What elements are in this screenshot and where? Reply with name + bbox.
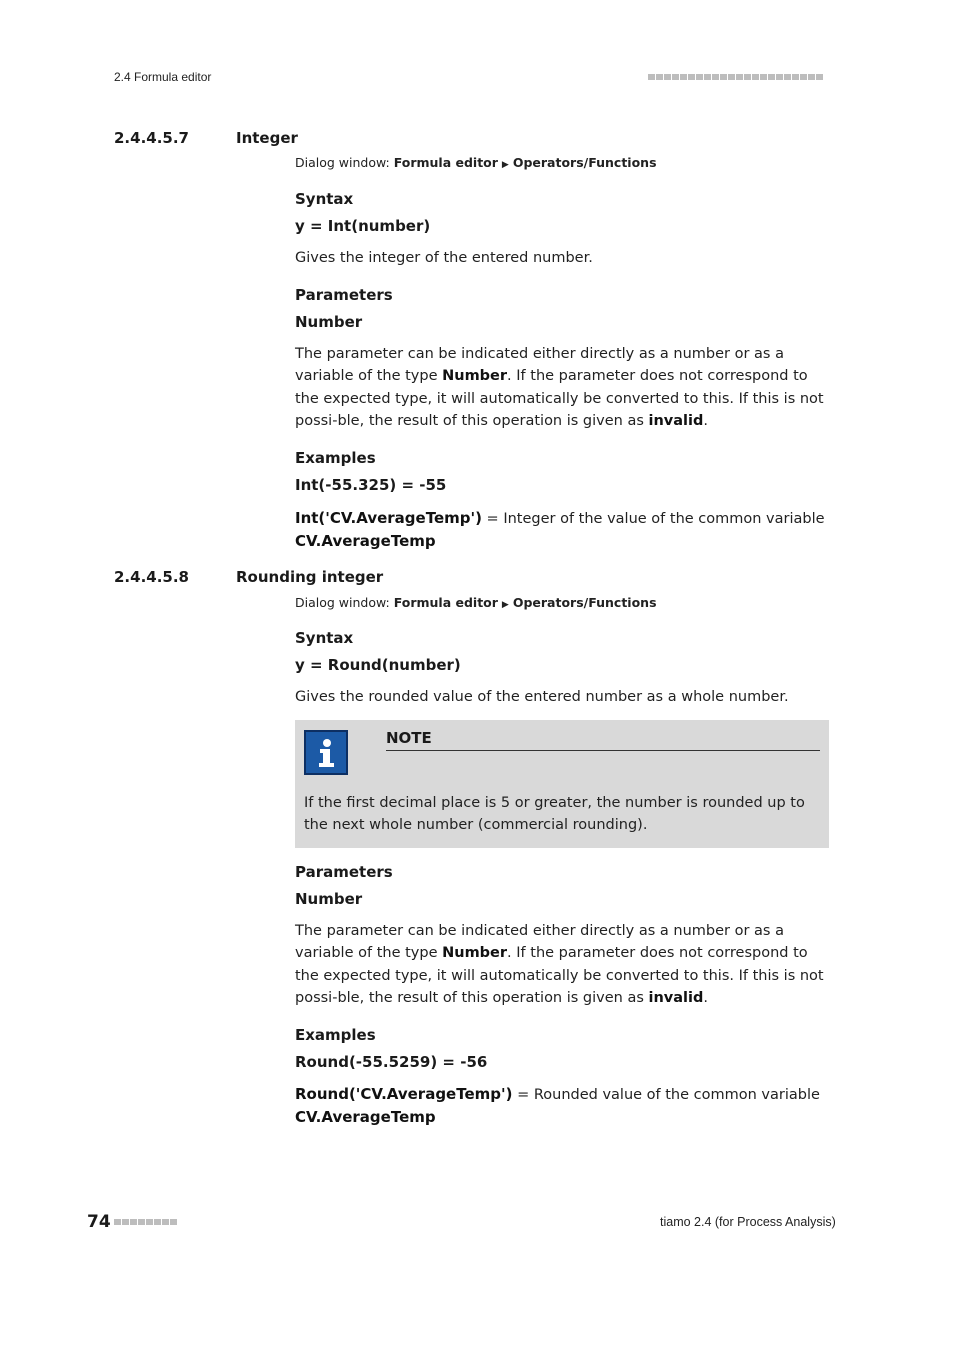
note-text: If the first decimal place is 5 or greater, the number is rounded up to the next whole number (commercial rounding).: [304, 795, 805, 834]
syntax-formula: y = Round(number): [295, 656, 461, 674]
footer-decoration: [114, 1219, 177, 1225]
syntax-heading: Syntax: [295, 190, 354, 208]
arrow-icon: ▶: [501, 600, 509, 610]
examples-heading: Examples: [295, 449, 376, 467]
running-header: 2.4 Formula editor: [114, 70, 212, 84]
dialog-name: Formula editor: [393, 155, 498, 170]
dialog-name: Formula editor: [393, 595, 498, 610]
parameter-name: Number: [295, 890, 363, 908]
header-decoration: [648, 74, 823, 80]
syntax-formula: y = Int(number): [295, 217, 431, 235]
section-title: Rounding integer: [236, 568, 384, 586]
arrow-icon: ▶: [501, 160, 509, 170]
dialog-path: [295, 155, 830, 170]
description: Gives the integer of the entered number.: [295, 250, 593, 266]
example-1: Int(-55.325) = -55: [295, 476, 447, 494]
example-2: Int('CV.AverageTemp') = Integer of the value of the common variable CV.AverageTemp: [295, 509, 825, 551]
dialog-target: Operators/Functions: [512, 155, 657, 170]
section-number: 2.4.4.5.7: [114, 129, 189, 147]
info-icon: [304, 730, 348, 775]
description: Gives the rounded value of the entered number as a whole number.: [295, 689, 789, 705]
product-name: tiamo 2.4 (for Process Analysis): [660, 1215, 836, 1229]
parameter-description: The parameter can be indicated either directly as a number or as a variable of the type Number. If the parameter does not correspond to the expected type, it will automatically be converted to this. If this is not possi-ble, the result of this operation is given as invalid.: [295, 923, 824, 1007]
parameter-name: Number: [295, 313, 363, 331]
note-title: NOTE: [386, 729, 820, 751]
section-title: Integer: [236, 129, 298, 147]
examples-heading: Examples: [295, 1026, 376, 1044]
note-box: [295, 720, 829, 848]
parameters-heading: Parameters: [295, 863, 393, 881]
section-number: 2.4.4.5.8: [114, 568, 189, 586]
page-number: 74: [87, 1212, 111, 1232]
parameter-description: The parameter can be indicated either directly as a number or as a variable of the type Number. If the parameter does not correspond to the expected type, it will automatically be converted to this. If this is not possi-ble, the result of this operation is given as invalid.: [295, 346, 824, 430]
parameters-heading: Parameters: [295, 286, 393, 304]
example-2: Round('CV.AverageTemp') = Rounded value of the common variable CV.AverageTemp: [295, 1085, 820, 1127]
example-1: Round(-55.5259) = -56: [295, 1053, 488, 1071]
dialog-prefix: Dialog window:: [295, 155, 394, 170]
syntax-heading: Syntax: [295, 629, 354, 647]
dialog-prefix: Dialog window:: [295, 595, 394, 610]
dialog-target: Operators/Functions: [512, 595, 657, 610]
dialog-path: [295, 595, 830, 610]
